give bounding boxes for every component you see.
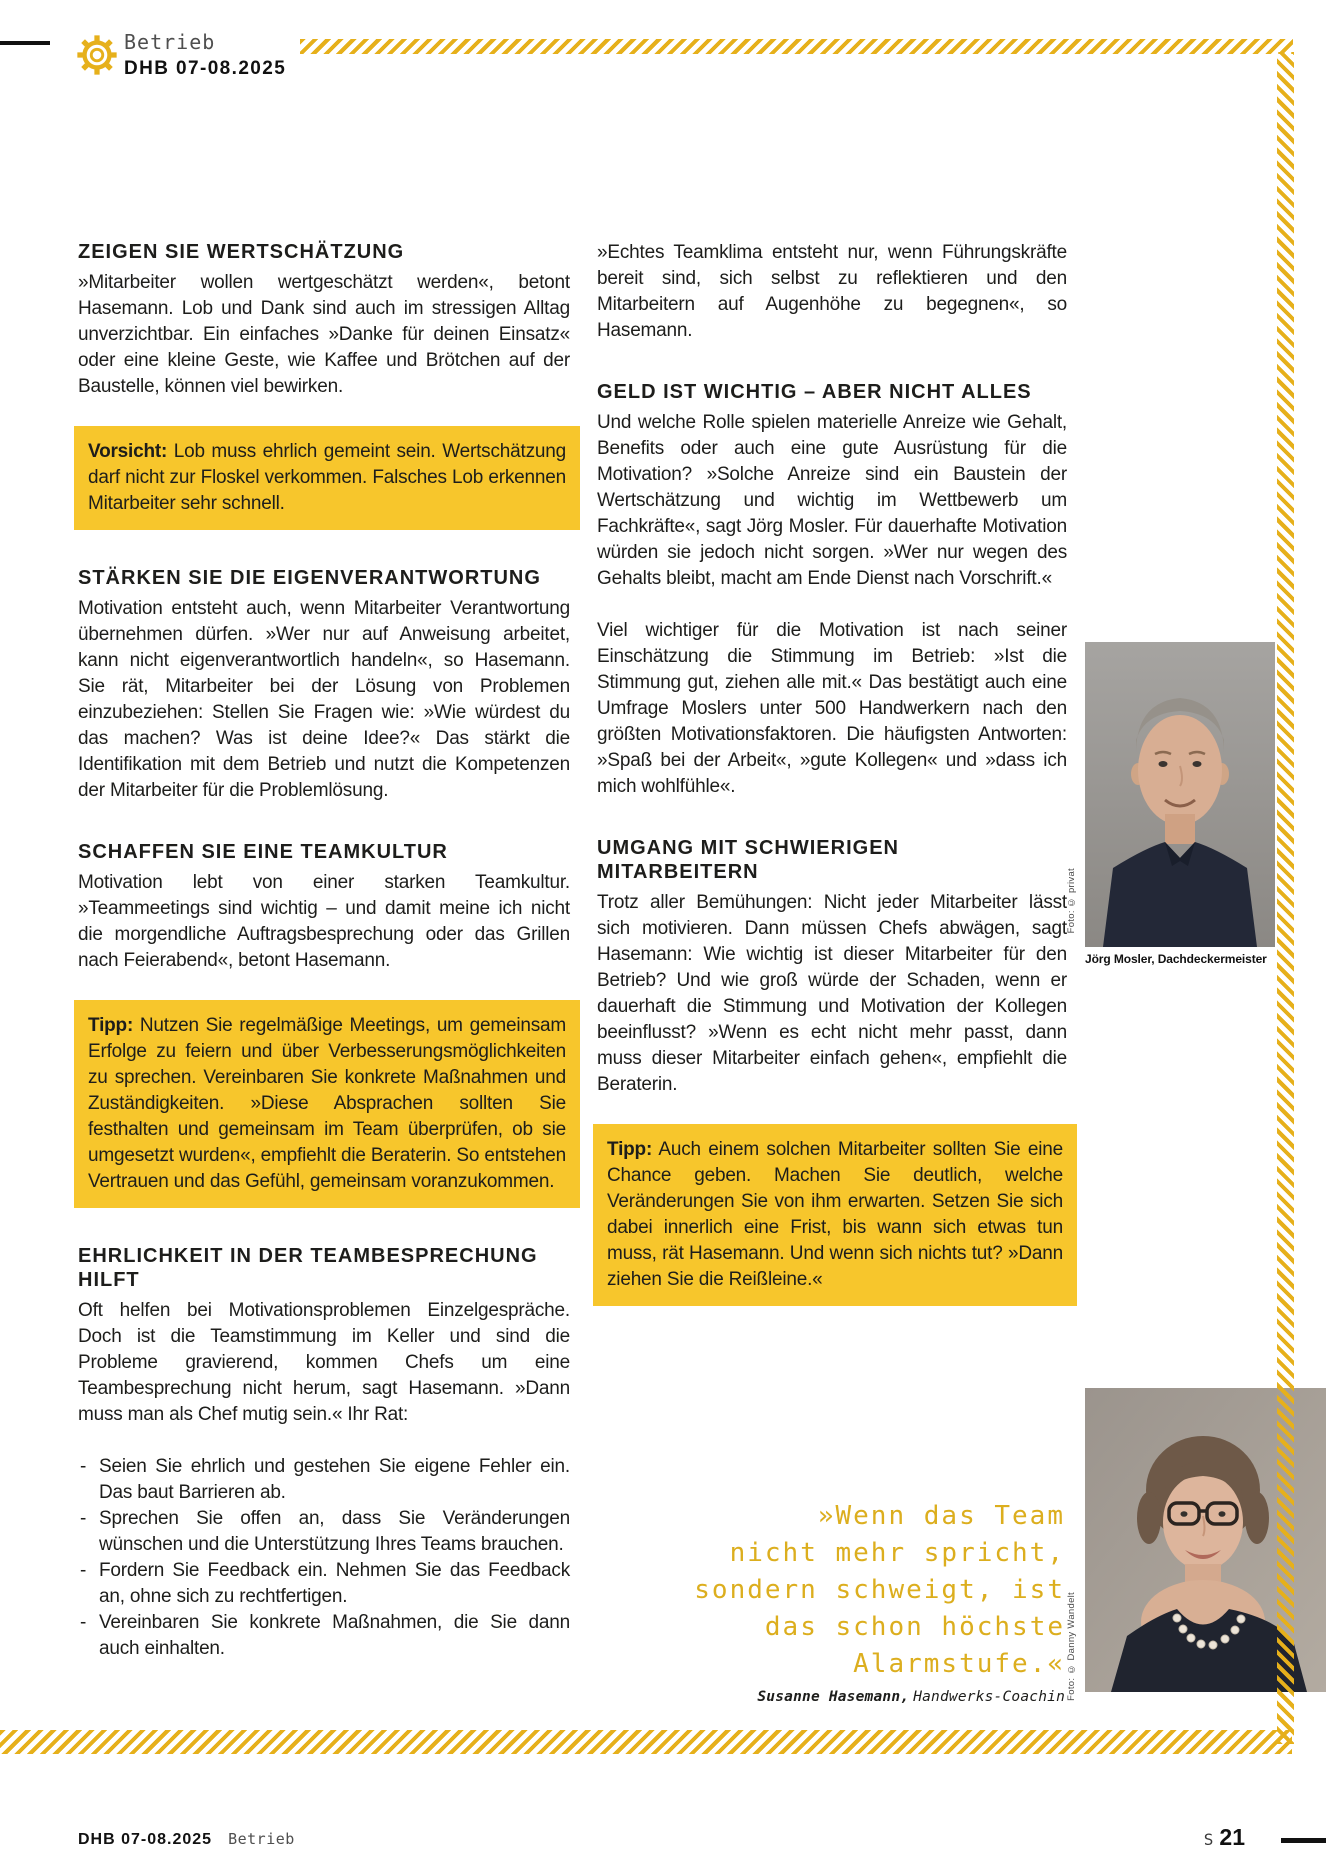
quote-line: »Wenn das Team [817,1501,1065,1531]
callout-text [607,1137,1063,1293]
photo-credit-hasemann: Foto: © Danny Wandelt [1066,1592,1077,1701]
callout-text [88,1013,566,1195]
gear-icon [74,32,120,83]
photo-joerg-mosler [1085,642,1275,947]
heading-eigenverantwortung: STÄRKEN SIE DIE EIGENVERANTWORTUNG [78,567,541,589]
callout-tipp-2 [593,1124,1077,1306]
list-item-text: Seien Sie ehrlich und gestehen Sie eigene Fehler ein. Das baut Barrieren ab. [99,1456,570,1503]
callout-tipp-1 [74,1000,580,1208]
heading-schwierige-mitarbeiter: UMGANG MIT SCHWIERIGEN MITARBEITERN [597,837,899,883]
quote-line: nicht mehr spricht, [729,1538,1065,1568]
heading-ehrlichkeit: EHRLICHKEIT IN DER TEAMBESPRECHUNG HILFT [78,1245,538,1291]
quote-line: das schon höchste [764,1612,1065,1642]
callout-body: Nutzen Sie regelmäßige Meetings, um gemeinsam Erfolge zu feiern und über Verbesserungsmöglichkeiten zu sprechen. Vereinbaren Sie konkrete Maßnahmen und Zuständigkeiten. »Diese Absprachen sollten Sie festhalten und gemeinsam im Team überprüfen, ob sie umgesetzt wurden«, empfiehlt die Beraterin. So entstehen Vertrauen und das Gefühl, gemeinsam voranzukommen. [88,1015,566,1192]
callout-body: Auch einem solchen Mitarbeiter sollten Sie eine Chance geben. Machen Sie deutlich, welche Veränderungen Sie von ihm erwarten. Setzen Sie sich dabei innerlich eine Frist, bis wann sich etwas tun muss, rät Hasemann. Und wenn sich nichts tut? »Dann ziehen Sie die Reißleine.« [607,1139,1063,1290]
callout-label: Tipp: [607,1139,653,1160]
callout-label: Vorsicht: [88,441,168,462]
paragraph: Trotz aller Bemühungen: Nicht jeder Mitarbeiter lässt sich motivieren. Dann müssen Chefs abwägen, sagt Hasemann: Wie wichtig ist dieser Mitarbeiter für den Betrieb? Und wie groß würde der Schaden, wenn er dauerhaft die Stimmung und Motivation der Kollegen beeinflusst? »Wenn es echt nicht mehr passt, dann muss dieser Mitarbeiter einfach gehen«, empfiehlt die Beraterin. [597,892,1067,1095]
bottom-border-stripes [0,1730,1292,1754]
list-item [78,1506,570,1558]
list-item-text: Sprechen Sie offen an, dass Sie Veränderungen wünschen und die Unterstützung Ihres Teams brauchen. [99,1508,570,1555]
top-left-rule [0,41,50,45]
heading-geld: GELD IST WICHTIG – ABER NICHT ALLES [597,381,1032,403]
paragraph: Oft helfen bei Motivationsproblemen Einzelgespräche. Doch ist die Teamstimmung im Keller und sind die Probleme gravierend, kommen Chefs um eine Teambesprechung nicht herum, sagt Hasemann. »Dann muss man als Chef mutig sein.« Ihr Rat: [78,1300,570,1425]
quote-line: Alarmstufe.« [853,1649,1065,1679]
paragraph: Viel wichtiger für die Motivation ist nach seiner Einschätzung die Stimmung im Betrieb: »Ist die Stimmung gut, ziehen alle mit.« Das bestätigt auch eine Umfrage Moslers unter 500 Handwerkern nach den größten Motivationsfaktoren. Die häufigsten Antworten: »Spaß bei der Arbeit«, »gute Kollegen« und »dass ich mich wohlfühle«. [597,620,1067,797]
bullet-dash: - [80,1456,87,1477]
paragraph: Und welche Rolle spielen materielle Anreize wie Gehalt, Benefits oder auch eine gute Ausrüstung für die Motivation? »Solche Anreize sind ein Baustein der Wertschätzung und wichtig im Wettbewerb um Fachkräfte«, sagt Jörg Mosler. Für dauerhafte Motivation würden sie jedoch nicht sorgen. »Wer nur wegen des Gehalts bleibt, macht am Ende Dienst nach Vorschrift.« [597,412,1067,589]
advice-list [78,1454,570,1662]
quote-author-role: Handwerks-Coachin [913,1689,1065,1705]
list-item [78,1610,570,1662]
footer-page-prefix: S [1203,1830,1214,1849]
heading-teamkultur: SCHAFFEN SIE EINE TEAMKULTUR [78,841,448,863]
footer-section: Betrieb [228,1830,295,1848]
bullet-dash: - [80,1508,87,1529]
photo-credit-mosler: Foto: © privat [1066,868,1077,934]
issue-label: DHB 07-08.2025 [124,58,287,79]
right-border-stripes [1277,52,1294,1744]
bottom-right-rule [1281,1838,1326,1843]
callout-text [88,439,566,517]
top-border-stripes [300,39,1293,54]
heading-wertschaetzung: ZEIGEN SIE WERTSCHÄTZUNG [78,241,405,263]
paragraph: Motivation entsteht auch, wenn Mitarbeiter Verantwortung übernehmen dürfen. »Wer nur auf Anweisung arbeitet, kann nicht eigenverantwortlich handeln«, so Hasemann. Sie rät, Mitarbeiter bei der Lösung von Problemen einzubeziehen: Stellen Sie Fragen wie: »Wie würdest du das machen? Was ist deine Idee?« Das stärkt die Identifikation mit dem Betrieb und nutzt die Kompetenzen der Mitarbeiter für die Problemlösung. [78,598,570,801]
footer-page-number [1140,1824,1245,1851]
list-item-text: Fordern Sie Feedback ein. Nehmen Sie das Feedback an, ohne sich zu rechtfertigen. [99,1560,570,1607]
callout-vorsicht [74,426,580,530]
bullet-dash: - [80,1612,87,1633]
right-column [597,240,1067,1314]
left-column [78,240,570,1662]
paragraph: »Mitarbeiter wollen wertgeschätzt werden«, betont Hasemann. Lob und Dank sind auch im stressigen Alltag unverzichtbar. Ein einfaches »Danke für deinen Einsatz« oder eine kleine Geste, wie Kaffee und Brötchen auf der Baustelle, können viel bewirken. [78,272,570,397]
quote-author: Susanne Hasemann, [757,1689,910,1705]
callout-body: Lob muss ehrlich gemeint sein. Wertschätzung darf nicht zur Floskel verkommen. Falsches Lob erkennen Mitarbeiter sehr schnell. [88,441,566,514]
photo-caption-mosler: Jörg Mosler, Dachdeckermeister [1085,952,1267,966]
paragraph: »Echtes Teamklima entsteht nur, wenn Führungskräfte bereit sind, sich selbst zu reflektieren und den Mitarbeitern auf Augenhöhe zu begegnen«, so Hasemann. [597,242,1067,341]
list-item [78,1454,570,1506]
footer-page-num: 21 [1219,1824,1245,1850]
footer-left [78,1830,295,1849]
footer-issue: DHB 07-08.2025 [78,1831,213,1848]
list-item [78,1558,570,1610]
callout-label: Tipp: [88,1015,134,1036]
bullet-dash: - [80,1560,87,1581]
paragraph: Motivation lebt von einer starken Teamkultur. »Teammeetings sind wichtig – und damit meine ich nicht die morgendliche Auftragsbesprechung oder das Grillen nach Feierabend«, betont Hasemann. [78,872,570,971]
quote-line: sondern schweigt, ist [694,1575,1065,1605]
pull-quote [597,1498,1065,1705]
list-item-text: Vereinbaren Sie konkrete Maßnahmen, die Sie dann auch einhalten. [99,1612,570,1659]
quote-attribution [597,1689,1065,1705]
section-kicker: Betrieb [124,30,216,54]
